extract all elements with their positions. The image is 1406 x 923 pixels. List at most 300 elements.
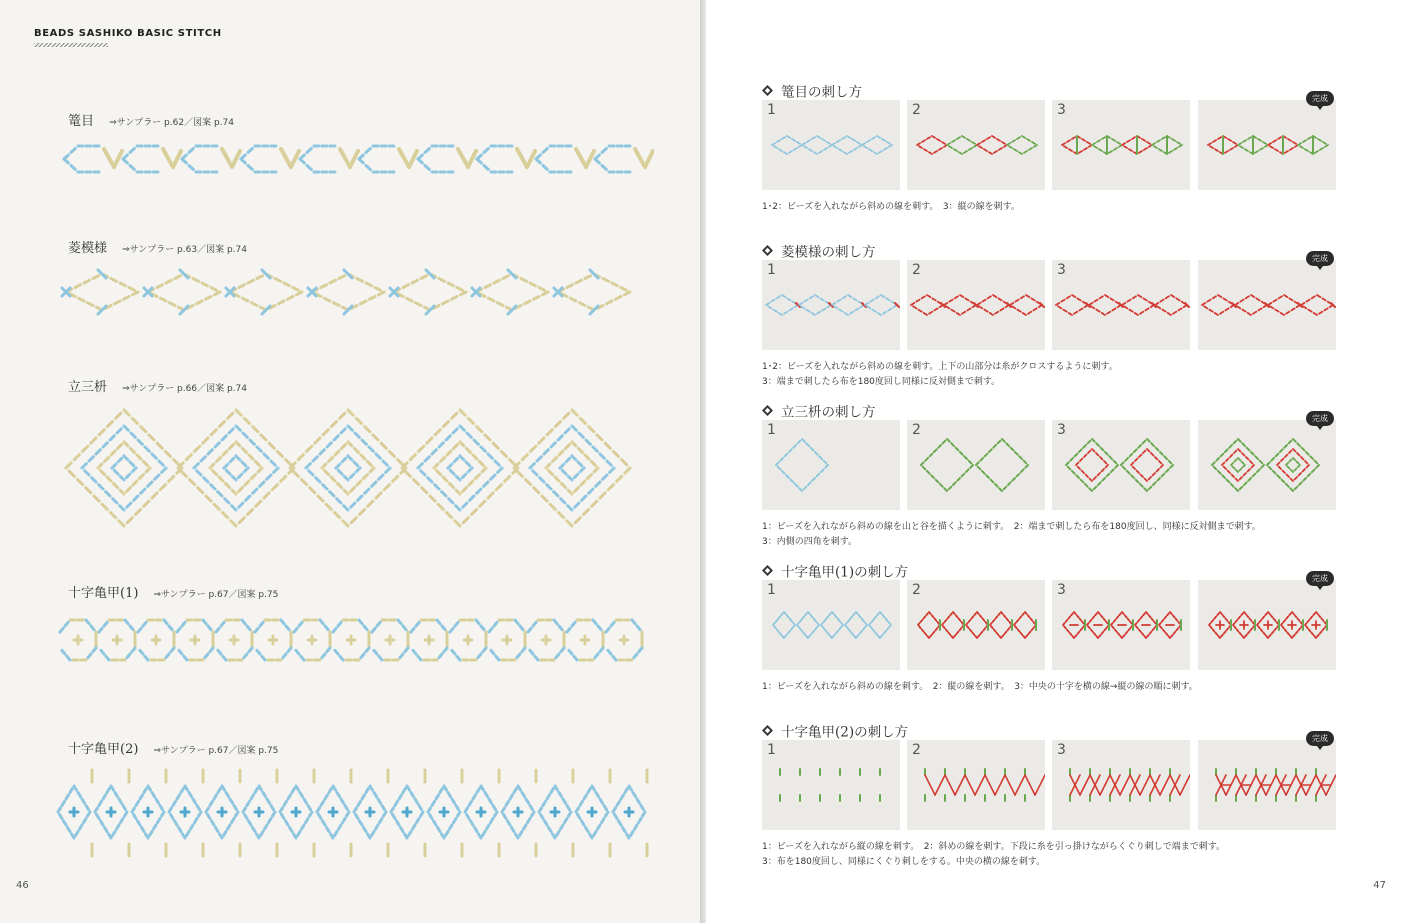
stitch: [1229, 445, 1232, 448]
stitch: [1217, 613, 1219, 615]
stitch: [1138, 445, 1141, 448]
stitch: [475, 827, 477, 831]
stitch: [572, 426, 576, 430]
stitch: [448, 283, 454, 286]
stitch: [253, 427, 258, 432]
stitch: [572, 622, 575, 626]
stitch: [999, 636, 1001, 638]
stitch: [1177, 628, 1179, 630]
stitch: [1292, 612, 1294, 614]
stitch: [74, 455, 79, 460]
stitch: [340, 656, 343, 660]
stitch: [364, 626, 367, 630]
stitch: [244, 418, 249, 423]
stitch: [841, 625, 843, 627]
stitch: [1238, 439, 1241, 442]
stitch: [546, 464, 550, 468]
stitch: [784, 152, 787, 154]
stitch: [123, 297, 129, 300]
stitch: [564, 413, 569, 418]
stitch: [588, 788, 590, 792]
stitch: [488, 298, 494, 301]
stitch: [774, 146, 777, 148]
stitch: [799, 488, 802, 491]
stitch: [947, 143, 950, 145]
stitch: [802, 439, 805, 442]
stitch: [929, 152, 932, 154]
stitch: [1070, 458, 1073, 461]
stitch: [836, 632, 838, 634]
stitch: [339, 825, 341, 829]
stitch: [1210, 626, 1212, 628]
stitch: [986, 475, 989, 478]
stitch: [812, 632, 814, 634]
stitch: [442, 834, 444, 838]
stitch: [1286, 312, 1289, 314]
stitch: [1074, 312, 1077, 314]
stitch: [397, 821, 399, 825]
stitch: [97, 814, 99, 818]
stitch: [376, 493, 381, 498]
stitch: [780, 458, 783, 461]
stitch: [969, 148, 972, 150]
stitch: [253, 827, 255, 831]
stitch: [455, 622, 458, 626]
stitch: [458, 812, 460, 816]
stitch: [501, 451, 506, 456]
stitch: [177, 628, 180, 632]
stitch: [113, 483, 117, 487]
stitch: [1246, 296, 1249, 298]
stitch: [129, 288, 135, 291]
stitch: [550, 504, 555, 509]
stitch: [949, 146, 952, 148]
stitch: [428, 808, 430, 812]
bead: [163, 149, 173, 167]
stitch: [953, 482, 956, 485]
stitch: [799, 303, 802, 305]
stitch: [351, 518, 356, 523]
stitch: [581, 481, 585, 485]
stitch: [470, 496, 474, 500]
stitch: [821, 469, 824, 472]
stitch: [782, 636, 784, 638]
stitch: [1318, 139, 1321, 141]
step-photos: [762, 94, 1402, 190]
stitch: [524, 301, 530, 304]
zigzag: [1120, 775, 1130, 795]
stitch: [249, 648, 252, 652]
stitch: [484, 166, 488, 170]
stitch: [473, 795, 475, 799]
stitch: [1094, 300, 1097, 302]
stitch: [1240, 487, 1243, 490]
stitch: [1312, 633, 1314, 635]
section-title: 十字亀甲(1)の刺し方: [762, 560, 908, 580]
stitch: [996, 616, 998, 618]
stitch: [447, 451, 451, 455]
stitch: [922, 140, 925, 142]
stitch: [403, 788, 405, 792]
stitch: [939, 148, 942, 150]
stitch: [551, 443, 555, 447]
stitch: [366, 283, 372, 286]
stitch: [1152, 619, 1154, 621]
stitch: [403, 626, 406, 630]
stitch: [1135, 623, 1137, 625]
stitch: [637, 626, 640, 630]
stitch: [1072, 636, 1074, 638]
stitch: [344, 490, 348, 494]
stitch: [1281, 459, 1283, 461]
stitch: [144, 501, 149, 506]
stitch: [336, 464, 340, 468]
stitch: [553, 457, 557, 461]
stitch: [1240, 633, 1242, 635]
stitch: [480, 462, 484, 466]
stitch: [824, 620, 826, 622]
stitch: [1032, 628, 1034, 630]
stitch: [1276, 454, 1279, 457]
stitch: [62, 650, 65, 654]
stitch: [1083, 445, 1086, 448]
bead: [527, 151, 535, 167]
stitch: [940, 484, 943, 487]
step-photo: 3: [1052, 420, 1190, 510]
stitch: [125, 620, 128, 624]
stitch: [917, 143, 920, 145]
stitch: [617, 801, 619, 805]
stitch: [126, 488, 130, 492]
stitch: [418, 464, 422, 468]
stitch: [271, 461, 275, 465]
stitch: [1232, 466, 1234, 468]
stitch: [982, 300, 985, 302]
stitch: [300, 159, 304, 163]
stitch: [1263, 616, 1265, 618]
stitch: [361, 455, 365, 459]
stitch: [451, 297, 457, 300]
stitch: [1089, 488, 1092, 491]
stitch: [1290, 148, 1293, 150]
stitch: [236, 410, 241, 415]
stitch: [957, 632, 959, 634]
zigzag: [925, 775, 935, 795]
stitch: [923, 467, 926, 470]
stitch: [231, 521, 236, 526]
stitch: [243, 808, 245, 812]
stitch: [1135, 313, 1138, 315]
stitch: [1017, 310, 1020, 312]
stitch: [263, 793, 265, 797]
stitch: [798, 626, 800, 628]
stitch: [982, 140, 985, 142]
stitch: [602, 166, 606, 170]
zigzag: [1025, 775, 1035, 795]
stitch: [1019, 456, 1022, 459]
stitch: [1123, 467, 1126, 470]
stitch: [281, 476, 286, 481]
stitch: [1114, 148, 1117, 150]
stitch: [790, 619, 792, 621]
zigzag: [995, 775, 1005, 795]
stitch: [185, 786, 187, 790]
stitch: [107, 477, 111, 481]
stitch: [579, 433, 583, 437]
stitch: [561, 483, 565, 487]
stitch: [496, 485, 501, 490]
stitch: [455, 521, 460, 526]
stitch: [236, 456, 240, 460]
stitch: [1268, 303, 1271, 305]
stitch: [1289, 441, 1292, 444]
stitch: [143, 622, 146, 626]
stitch: [539, 438, 544, 443]
stitch: [954, 149, 957, 151]
stitch: [363, 475, 367, 479]
stitch: [306, 464, 310, 468]
stitch: [101, 650, 104, 654]
stitch: [1250, 619, 1252, 621]
stitch: [1111, 469, 1114, 472]
stitch: [1125, 615, 1127, 617]
stitch: [602, 148, 606, 152]
stitch: [1007, 619, 1009, 621]
stitch: [358, 801, 360, 805]
stitch: [878, 313, 881, 315]
stitch: [1285, 455, 1287, 457]
stitch: [952, 140, 955, 142]
stitch: [959, 152, 962, 154]
stitch: [535, 656, 538, 660]
stitch: [152, 493, 157, 498]
stitch: [104, 622, 107, 626]
stitch: [792, 139, 795, 141]
stitch: [164, 620, 167, 624]
bead: [399, 149, 409, 167]
stitch: [1102, 478, 1105, 481]
stitch: [874, 152, 877, 154]
stitch: [494, 622, 497, 626]
stitch: [639, 819, 641, 823]
pattern-name: 十字亀甲(2): [68, 742, 139, 757]
stitch: [629, 786, 631, 790]
stitch: [1322, 619, 1324, 621]
stitch: [779, 616, 781, 618]
stitch: [789, 151, 792, 153]
stitch: [1208, 143, 1211, 145]
stitch: [621, 288, 627, 291]
stitch: [498, 468, 502, 472]
stitch: [1218, 137, 1221, 139]
pattern-name: 篭目: [68, 114, 95, 129]
stitch: [337, 793, 339, 797]
stitch: [515, 620, 518, 624]
stitch: [448, 464, 452, 468]
stitch: [1139, 629, 1141, 631]
stitch: [1220, 612, 1222, 614]
stitch: [437, 620, 440, 624]
stitch: [1066, 462, 1069, 465]
stitch: [247, 626, 250, 630]
stitch: [136, 801, 138, 805]
stitch: [1161, 465, 1163, 467]
stitch: [1084, 455, 1086, 457]
stitch: [251, 475, 255, 479]
stitch: [406, 298, 412, 301]
stitch: [615, 814, 617, 818]
stitch: [1273, 471, 1276, 474]
stitch: [911, 303, 914, 305]
stitch: [844, 152, 847, 154]
stitch: [204, 478, 208, 482]
stitch: [1307, 465, 1309, 467]
stitch: [824, 461, 827, 464]
stitch: [249, 455, 253, 459]
stitch: [1281, 313, 1284, 315]
zigzag: [955, 775, 965, 795]
stitch: [224, 464, 228, 468]
stitch: [331, 421, 336, 426]
stitch: [440, 788, 442, 792]
stitch: [1222, 475, 1225, 478]
stitch: [542, 496, 547, 501]
stitch: [375, 288, 381, 291]
stitch: [1286, 484, 1289, 487]
stitch: [382, 806, 384, 810]
stitch: [344, 476, 348, 480]
stitch: [218, 788, 220, 792]
zigzag: [935, 775, 945, 795]
stitch: [491, 475, 495, 479]
stitch: [302, 825, 304, 829]
stitch: [1218, 471, 1221, 474]
stitch: [127, 518, 132, 523]
stitch: [977, 303, 980, 305]
complete-badge: 完成: [1306, 91, 1334, 106]
stitch: [633, 793, 635, 797]
hishi-stitch-sample: [54, 262, 654, 322]
stitch: [123, 159, 127, 163]
stitch: [598, 626, 601, 630]
stitch: [239, 503, 243, 507]
stitch: [845, 623, 847, 625]
stitch: [613, 656, 616, 660]
stitch: [957, 137, 960, 139]
stitch: [555, 477, 559, 481]
stitch: [189, 148, 193, 152]
stitch: [1257, 469, 1260, 472]
stitch: [205, 297, 211, 300]
stitch: [480, 501, 485, 506]
stitch: [556, 654, 559, 658]
stitch: [998, 613, 1000, 615]
stitch: [111, 786, 113, 790]
stitch: [1143, 451, 1145, 453]
stitch: [957, 313, 960, 315]
stitch: [606, 628, 609, 632]
stitch: [307, 148, 311, 152]
stitch: [777, 140, 780, 142]
stitch: [403, 285, 409, 288]
stitch: [257, 276, 263, 279]
stitch: [1213, 296, 1216, 298]
stitch: [801, 629, 803, 631]
stitch: [1078, 467, 1080, 469]
stitch: [1293, 635, 1295, 637]
pattern-label: [68, 110, 234, 129]
stitch: [467, 449, 471, 453]
stitch: [1021, 469, 1024, 472]
stitch: [354, 462, 358, 466]
stitch: [867, 306, 870, 308]
stitch: [864, 622, 866, 624]
stitch: [421, 276, 427, 279]
stitch: [625, 788, 627, 792]
stitch: [1256, 298, 1259, 300]
stitch: [1095, 613, 1097, 615]
stitch: [456, 806, 458, 810]
section-title: 十字亀甲(2)の刺し方: [762, 720, 908, 740]
stitch: [951, 443, 954, 446]
stitch: [116, 413, 121, 418]
stitch: [393, 476, 398, 481]
stitch: [592, 462, 596, 466]
stitch: [118, 444, 122, 448]
stitch: [83, 446, 88, 451]
stitch: [802, 143, 805, 145]
stitch: [1277, 463, 1279, 465]
stitch: [1064, 146, 1067, 148]
stitch: [1295, 487, 1298, 490]
stitch: [822, 308, 825, 310]
stitch: [782, 471, 785, 474]
stitch: [578, 462, 582, 466]
bead: [468, 151, 476, 167]
stitch: [925, 458, 928, 461]
stitch: [815, 452, 818, 455]
stitch: [822, 139, 825, 141]
stitch: [1269, 467, 1272, 470]
stitch: [124, 442, 128, 446]
stitch: [797, 142, 800, 144]
stitch: [348, 442, 352, 446]
stitch: [1094, 477, 1096, 479]
stitch: [1295, 615, 1297, 617]
stitch: [817, 136, 820, 138]
stitch: [456, 506, 460, 510]
stitch: [821, 623, 823, 625]
stitch: [883, 615, 885, 617]
stitch: [791, 480, 794, 483]
stitch: [1100, 457, 1102, 459]
stitch: [1312, 296, 1315, 298]
stitch: [189, 166, 193, 170]
stitch: [768, 306, 771, 308]
stitch: [989, 449, 992, 452]
stitch: [493, 443, 498, 448]
stitch: [450, 825, 452, 829]
stitch: [106, 656, 109, 660]
stitch: [984, 310, 987, 312]
stitch: [1122, 143, 1125, 145]
stitch: [1315, 151, 1318, 153]
stitch: [1231, 484, 1234, 487]
stitch: [1290, 459, 1292, 461]
stitch: [476, 620, 479, 624]
stitch: [1308, 620, 1310, 622]
stitch: [1023, 636, 1025, 638]
